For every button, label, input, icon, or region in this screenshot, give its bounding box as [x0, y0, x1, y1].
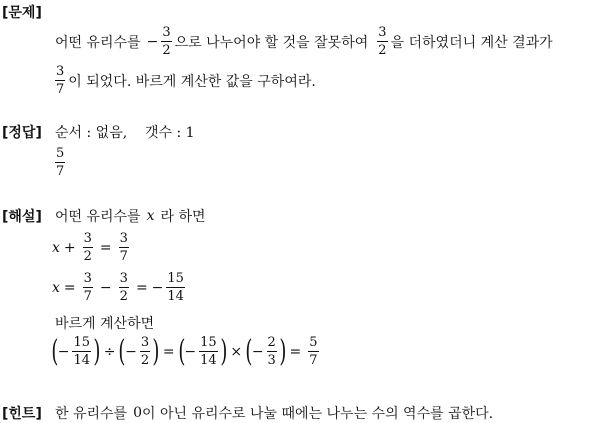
variable-x: x	[52, 239, 60, 256]
right-parenthesis: )	[219, 333, 228, 369]
equation-3	[51, 333, 322, 369]
fraction-numerator: 3	[83, 271, 92, 286]
variable-x: x	[52, 279, 60, 296]
fraction-numerator: 3	[140, 335, 150, 350]
fraction-bar	[166, 287, 185, 288]
problem-text: 으로 나누어야 할 것을 잘못하여	[174, 34, 369, 51]
fraction-bar	[161, 41, 171, 42]
minus-sign: −	[99, 279, 112, 296]
right-parenthesis: )	[93, 333, 101, 369]
equation-1	[52, 232, 132, 263]
fraction-denominator: 7	[309, 353, 318, 368]
fraction-bar	[308, 351, 318, 352]
fraction-bar	[55, 80, 65, 81]
fraction	[119, 272, 129, 303]
fraction-denominator: 14	[200, 353, 217, 368]
right-parenthesis: )	[152, 333, 160, 369]
fraction	[83, 232, 93, 263]
fraction-denominator: 2	[83, 249, 92, 264]
fraction	[119, 232, 129, 263]
fraction-numerator: 15	[200, 335, 217, 350]
minus-sign: −	[125, 343, 137, 360]
left-parenthesis: (	[177, 333, 186, 369]
hint-section-label: [힌트]	[2, 406, 42, 422]
fraction-numerator: 3	[162, 25, 171, 40]
division-sign: ÷	[103, 343, 116, 360]
fraction-numerator: 2	[267, 335, 276, 350]
fraction	[199, 336, 218, 367]
fraction-denominator: 14	[167, 289, 184, 304]
fraction-numerator: 5	[309, 335, 318, 350]
fraction	[83, 272, 93, 303]
hint-line	[55, 403, 493, 423]
fraction-denominator: 3	[267, 353, 276, 368]
fraction-bar	[119, 247, 129, 248]
hint-text: 한 유리수를	[55, 406, 128, 422]
fraction-numerator: 3	[119, 231, 128, 246]
fraction-bar	[72, 351, 91, 352]
equals-sign: =	[99, 239, 112, 256]
problem-line-1	[55, 26, 553, 57]
fraction-bar	[377, 41, 387, 42]
fraction-numerator: 5	[56, 146, 65, 161]
fraction-numerator: 3	[56, 64, 65, 79]
right-parenthesis: )	[279, 333, 287, 369]
fraction-bar	[83, 287, 93, 288]
minus-sign: −	[146, 33, 159, 50]
fraction-bar	[140, 351, 150, 352]
left-parenthesis: (	[245, 333, 253, 369]
solution-text: 라 하면	[160, 209, 206, 225]
fraction-denominator: 2	[378, 43, 387, 58]
fraction-denominator: 7	[56, 82, 65, 97]
minus-sign: −	[151, 279, 164, 296]
fraction-numerator: 15	[73, 335, 90, 350]
problem-line-2	[52, 65, 316, 96]
fraction	[161, 26, 171, 57]
solution-text: 바르게 계산하면	[55, 316, 155, 332]
fraction	[55, 147, 65, 178]
hint-zero: 0	[133, 405, 142, 421]
plus-sign: +	[63, 239, 76, 256]
fraction-bar	[83, 247, 93, 248]
equals-sign: =	[162, 343, 175, 360]
solution-section-label: [해설]	[2, 209, 42, 225]
fraction-denominator: 7	[119, 249, 128, 264]
fraction-denominator: 2	[140, 353, 150, 368]
fraction	[377, 26, 387, 57]
minus-sign: −	[184, 343, 197, 360]
fraction	[72, 336, 91, 367]
answer-meta	[55, 122, 195, 142]
problem-text: 을 더하였더니 계산 결과가	[390, 34, 553, 51]
fraction-bar	[119, 287, 129, 288]
fraction	[166, 272, 185, 303]
problem-text: 어떤 유리수를	[55, 34, 141, 51]
fraction-numerator: 3	[378, 25, 387, 40]
fraction-denominator: 14	[73, 353, 90, 368]
fraction-denominator: 7	[83, 289, 92, 304]
problem-section-label: [문제]	[2, 5, 42, 21]
answer-section-label: [정답]	[2, 125, 42, 141]
fraction-numerator: 15	[167, 271, 184, 286]
answer-value	[52, 147, 68, 178]
left-parenthesis: (	[51, 333, 59, 369]
problem-text: 이 되었다. 바르게 계산한 값을 구하여라.	[68, 73, 316, 90]
fraction	[308, 336, 318, 367]
fraction-bar	[267, 351, 277, 352]
solution-intro	[55, 206, 206, 226]
fraction-denominator: 2	[119, 289, 128, 304]
fraction	[267, 336, 277, 367]
equals-sign: =	[63, 279, 76, 296]
minus-sign: −	[57, 343, 70, 360]
left-parenthesis: (	[118, 333, 126, 369]
fraction	[140, 336, 150, 367]
variable-x: x	[146, 208, 155, 224]
minus-sign: −	[251, 343, 264, 360]
fraction-numerator: 3	[119, 271, 128, 286]
solution-text: 어떤 유리수를	[55, 209, 141, 225]
solution-mid	[55, 313, 154, 333]
fraction	[55, 65, 65, 96]
multiplication-sign: ×	[230, 343, 243, 360]
fraction-bar	[55, 162, 65, 163]
fraction-denominator: 7	[56, 164, 65, 179]
equals-sign: =	[135, 279, 148, 296]
answer-meta-text: 순서 : 없음, 갯수 : 1	[55, 125, 195, 141]
fraction-numerator: 3	[83, 231, 92, 246]
hint-text: 이 아닌 유리수로 나눌 때에는 나누는 수의 역수를 곱한다.	[142, 406, 494, 422]
equation-2	[52, 272, 188, 303]
equals-sign: =	[289, 343, 302, 360]
fraction-bar	[199, 351, 218, 352]
fraction-denominator: 2	[162, 43, 171, 58]
